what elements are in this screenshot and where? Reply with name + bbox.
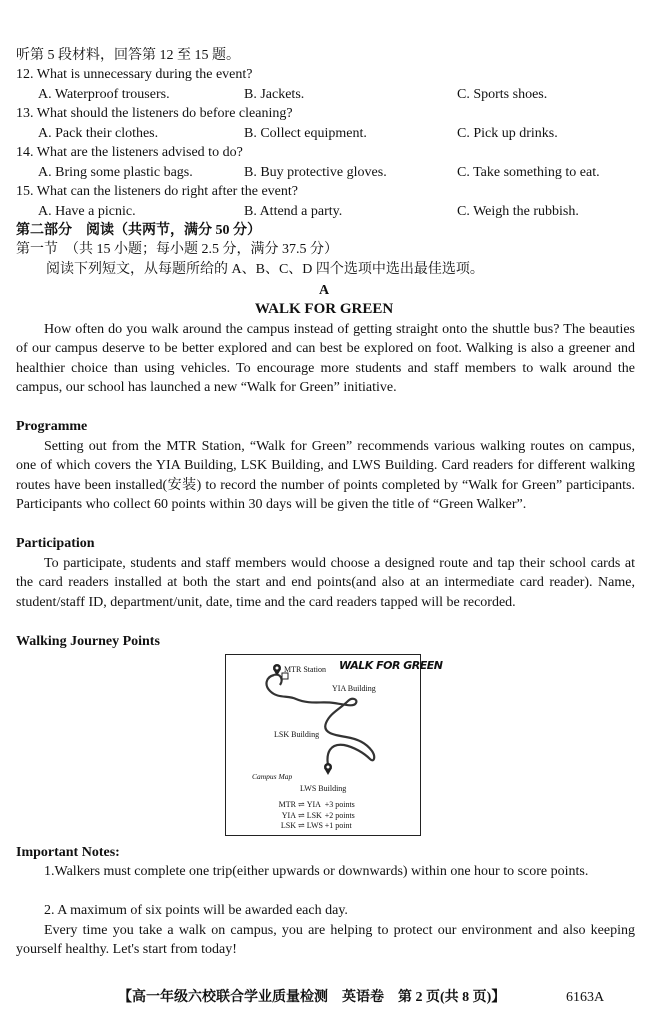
legend-row: LSK ⇌ LWS +1 point: [280, 821, 352, 830]
lws-pin-icon: [324, 763, 332, 775]
legend-row: YIA ⇌ LSK +2 points: [281, 810, 355, 820]
q14-option-b: B. Buy protective gloves.: [244, 165, 387, 180]
footer-text: 【高一年级六校联合学业质量检测 英语卷 第 2 页(共 8 页)】: [118, 990, 506, 1005]
points-legend: [278, 800, 355, 832]
note-2: 2. A maximum of six points will be awarded each day.: [44, 903, 348, 918]
route-start-loop: [274, 675, 282, 685]
passage-letter: A: [318, 283, 330, 298]
note-1: 1.Walkers must complete one trip(either upwards or downwards) within one hour to score points.: [44, 864, 589, 879]
two-way-arrow-icon: ⇌: [298, 810, 305, 820]
two-way-arrow-icon: ⇌: [298, 800, 305, 809]
q15-option-a: A. Have a picnic.: [38, 204, 136, 219]
footer-code: 6163A: [566, 990, 605, 1005]
programme-heading: Programme: [16, 419, 88, 434]
question-13: 13. What should the listeners do before cleaning?: [16, 106, 293, 121]
q15-option-c: C. Weigh the rubbish.: [457, 204, 579, 219]
programme-paragraph: Setting out from the MTR Station, “Walk for Green” recommends various walking routes on campus, one of which covers the YIA Building, LSK Building, and LWS Building. Card readers for different walking routes have been installed(安装) to record the number of points completed by “Walk for Green” participants. Participants who collect 60 points within 30 days will be given the title of “Green Walker”.: [16, 439, 635, 513]
participation-paragraph: To participate, students and staff members would choose a designed route and tap their school cards at the card readers installed at both the start and end points(and also at an intermediate card reader). Name, student/staff ID, department/unit, date, time and the card readers tapped will be recorded.: [16, 556, 635, 610]
notes-heading: Important Notes:: [16, 845, 120, 860]
points-heading: Walking Journey Points: [16, 634, 160, 649]
q12-option-b: B. Jackets.: [244, 87, 305, 102]
participation-heading: Participation: [16, 536, 95, 551]
q14-option-a: A. Bring some plastic bags.: [38, 165, 193, 180]
map-logo: WALK FOR GREEN: [339, 659, 443, 672]
q12-option-c: C. Sports shoes.: [457, 87, 548, 102]
closing-paragraph: Every time you take a walk on campus, you are helping to protect our environment and also keeping yourself healthy. Let's start from today!: [16, 923, 635, 958]
q15-option-b: B. Attend a party.: [244, 204, 343, 219]
question-12: 12. What is unnecessary during the event?: [16, 67, 253, 82]
q14-option-c: C. Take something to eat.: [457, 165, 600, 180]
listening-intro: 听第 5 段材料，回答第 12 至 15 题。: [16, 48, 240, 63]
q12-option-a: A. Waterproof trousers.: [38, 87, 170, 102]
intro-paragraph: How often do you walk around the campus instead of getting straight onto the shuttle bus? The beauties of our campus deserve to be better explored and can best be explored on foot. Walking is also a greener and healthier choice than using vehicles. To encourage more students and staff members to walk around the campus, our school has launched a new “Walk for Green” initiative.: [16, 322, 635, 396]
mtr-label: MTR Station: [284, 665, 327, 674]
reading-instruction: 阅读下列短文，从每题所给的 A、B、C、D 四个选项中选出最佳选项。: [46, 262, 484, 277]
lsk-label: LSK Building: [274, 730, 320, 739]
q13-option-b: B. Collect equipment.: [244, 126, 367, 141]
part2-heading: 第二部分 阅读（共两节，满分 50 分）: [16, 223, 261, 238]
yia-label: YIA Building: [332, 684, 376, 693]
passage-title: WALK FOR GREEN: [254, 301, 394, 317]
two-way-arrow-icon: ⇌: [298, 821, 305, 830]
question-14: 14. What are the listeners advised to do?: [16, 145, 243, 160]
q13-option-a: A. Pack their clothes.: [38, 126, 159, 141]
question-15: 15. What can the listeners do right after the event?: [16, 184, 298, 199]
legend-row: MTR ⇌ YIA +3 points: [278, 800, 355, 809]
campus-map-label: Campus Map: [252, 772, 293, 781]
section1-heading: 第一节 （共 15 小题；每小题 2.5 分，满分 37.5 分）: [16, 242, 338, 257]
q13-option-c: C. Pick up drinks.: [457, 126, 558, 141]
lws-label: LWS Building: [300, 784, 347, 793]
campus-map-figure: [225, 654, 443, 836]
